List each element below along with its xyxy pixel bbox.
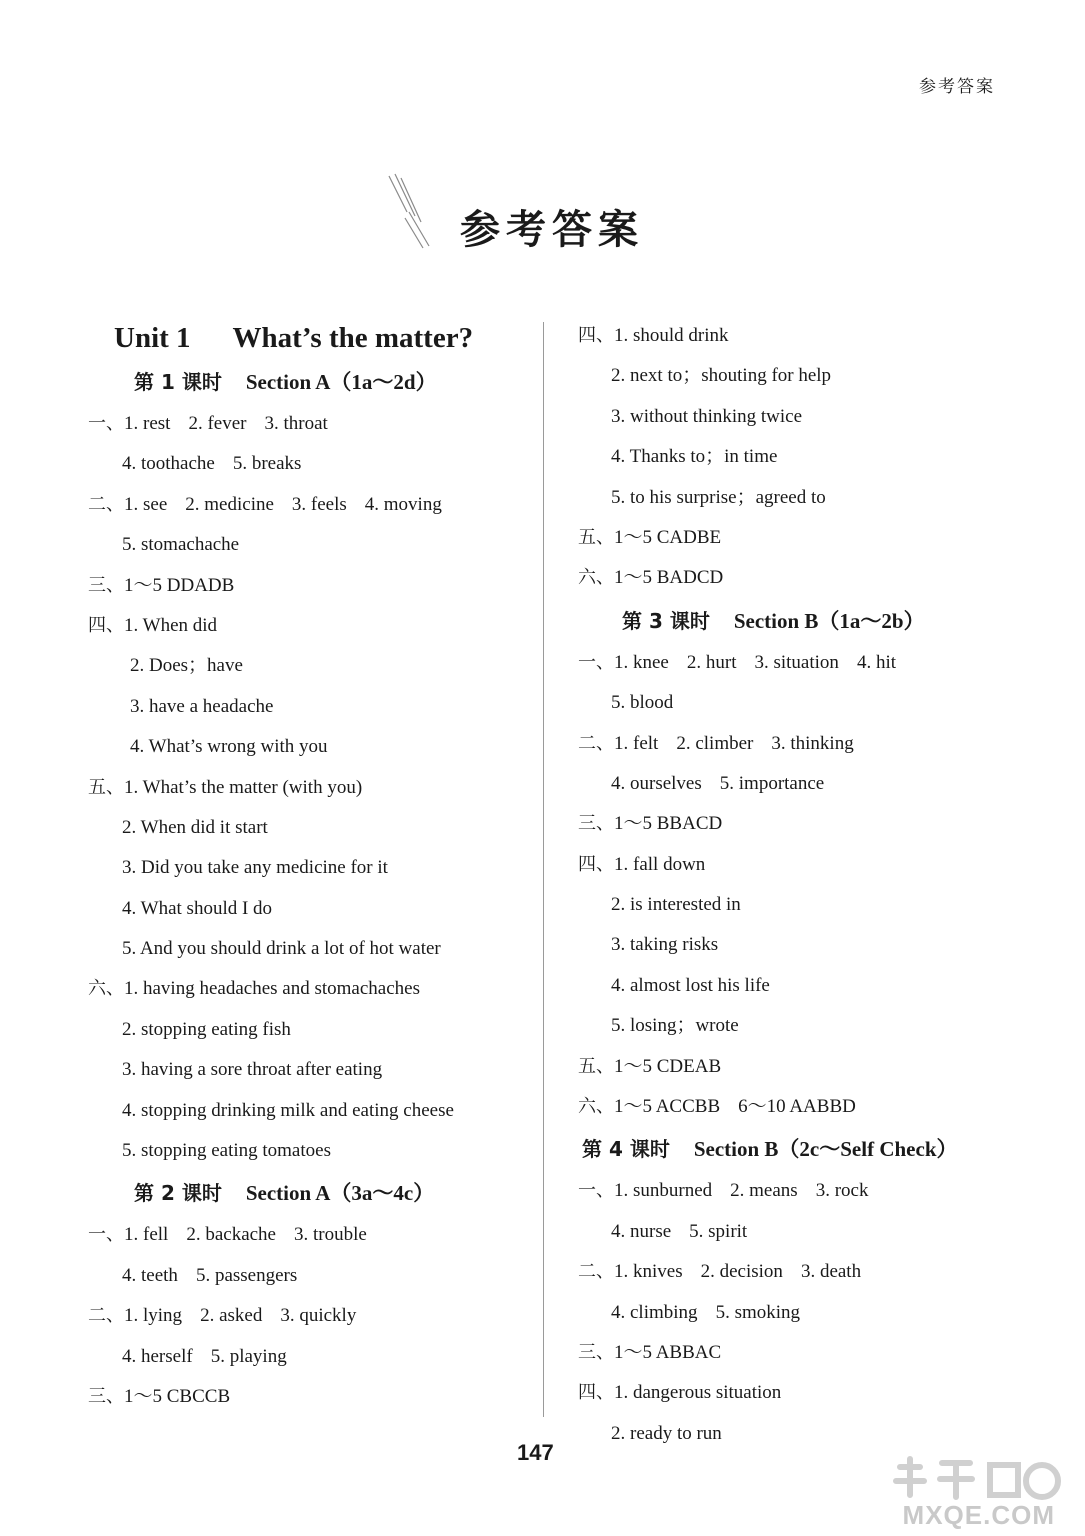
answer-line [88, 646, 538, 686]
answer-item: 4. What’s wrong with you [130, 736, 328, 758]
header-label: 参考答案 [919, 77, 995, 97]
answer-item: 3. throat [264, 413, 328, 434]
answer-item: 3. thinking [771, 732, 854, 754]
answer-item: 1. sunburned [614, 1180, 713, 1202]
answer-item: 1. What’s the matter (with you) [124, 776, 363, 798]
lesson-label: 第 3 课时 [622, 608, 710, 633]
question-number: 三、 [578, 813, 614, 835]
question-number: 六、 [578, 567, 614, 589]
answer-item: 2. When did it start [122, 816, 268, 838]
answer-item: 4. Thanks to；in time [611, 446, 778, 468]
answer-line [578, 437, 1018, 477]
lesson-label: 第 1 课时 [134, 370, 222, 394]
answer-line [578, 478, 1018, 518]
answer-item: 1～5 ACCBB [614, 1096, 721, 1118]
question-number: 二、 [578, 1261, 614, 1283]
lesson-label: 第 4 课时 [582, 1137, 670, 1162]
answer-item: 4. climbing [611, 1301, 698, 1323]
answer-line [88, 1296, 538, 1336]
answer-line [88, 808, 538, 848]
answer-item: 2. asked [200, 1305, 263, 1327]
answer-line [88, 1131, 538, 1171]
answer-line [578, 925, 1018, 965]
answer-item: 1. felt [614, 732, 659, 754]
answer-line [88, 1377, 538, 1417]
section-label: Section B（1a～2b） [733, 608, 925, 633]
answer-item: 5. smoking [715, 1301, 801, 1323]
answer-line [88, 485, 538, 525]
answer-item: 5. passengers [195, 1264, 298, 1286]
answer-line [578, 724, 1018, 764]
answer-item: 3. situation [754, 651, 839, 673]
answer-item: 5. stomachache [122, 534, 240, 556]
answer-item: 1～5 BADCD [614, 567, 724, 589]
watermark-text: MXQE.COM [902, 1500, 1055, 1530]
left-answer-list [88, 360, 538, 1417]
answer-item: 1. When did [124, 614, 218, 636]
answer-line [578, 1293, 1018, 1333]
left-column [88, 316, 538, 1417]
answer-item: 1～5 BBACD [614, 813, 723, 835]
question-number: 二、 [578, 732, 614, 754]
answer-item: 1. dangerous situation [614, 1382, 782, 1404]
section-heading [582, 1127, 1018, 1171]
answer-line [578, 1414, 1018, 1454]
section-heading [134, 360, 538, 404]
answer-item: 2. hurt [686, 651, 737, 673]
answer-item: 5. stopping eating tomatoes [122, 1140, 331, 1162]
answer-line [88, 404, 538, 444]
section-label: Section B（2c～Self Check） [693, 1137, 958, 1162]
question-number: 六、 [88, 978, 124, 1000]
section-heading [622, 599, 1018, 643]
answer-line [88, 768, 538, 808]
answer-item: 2. fever [188, 413, 247, 434]
question-number: 四、 [578, 325, 614, 346]
answer-line [88, 687, 538, 727]
answer-item: 3. death [800, 1261, 862, 1283]
answer-line [578, 1087, 1018, 1127]
answer-item: 6～10 AABBD [738, 1096, 856, 1118]
answer-item: 1～5 CBCCB [124, 1385, 231, 1407]
unit-number: Unit 1 [114, 322, 191, 354]
right-column [578, 316, 1018, 1454]
answer-item: 4. almost lost his life [611, 974, 770, 996]
answer-line [88, 566, 538, 606]
answer-line [578, 397, 1018, 437]
question-number: 一、 [88, 413, 124, 434]
answer-line [88, 848, 538, 888]
answer-item: 2. is interested in [611, 894, 741, 916]
answer-item: 1. knives [614, 1261, 683, 1283]
answer-item: 2. stopping eating fish [122, 1018, 291, 1040]
answer-item: 2. backache [186, 1224, 276, 1246]
answer-line [578, 966, 1018, 1006]
question-number: 五、 [88, 776, 124, 798]
question-number: 六、 [578, 1096, 614, 1118]
answer-item: 2. medicine [185, 493, 274, 515]
answer-line [88, 969, 538, 1009]
answer-item: 1～5 ABBAC [614, 1341, 722, 1363]
question-number: 一、 [578, 651, 614, 673]
answer-item: 3. quickly [280, 1305, 357, 1327]
answer-line [578, 804, 1018, 844]
answer-item: 1. see [124, 493, 168, 515]
lesson-label: 第 2 课时 [134, 1181, 222, 1206]
section-label: Section A（1a～2d） [245, 370, 437, 394]
answer-line [578, 1373, 1018, 1413]
answer-line [88, 1010, 538, 1050]
question-number: 四、 [578, 853, 614, 875]
answer-line [88, 444, 538, 484]
answer-item: 3. Did you take any medicine for it [122, 857, 388, 879]
decorative-strokes-icon [385, 172, 435, 250]
column-divider [543, 322, 544, 1417]
answer-line [578, 1171, 1018, 1211]
question-number: 二、 [88, 493, 124, 515]
answer-line [578, 316, 1018, 356]
answer-item: 1. having headaches and stomachaches [124, 978, 420, 1000]
question-number: 四、 [578, 1382, 614, 1404]
answer-line [578, 643, 1018, 683]
answer-item: 5. breaks [232, 453, 302, 475]
answer-item: 5. spirit [689, 1220, 748, 1242]
answer-item: 1～5 CADBE [614, 526, 722, 548]
answer-line [88, 889, 538, 929]
unit-heading [114, 316, 538, 360]
answer-line [88, 1337, 538, 1377]
answer-item: 4. ourselves [611, 772, 702, 794]
answer-item: 4. hit [856, 651, 896, 673]
answer-line [578, 356, 1018, 396]
question-number: 四、 [88, 614, 124, 636]
answer-line [88, 1256, 538, 1296]
answer-line [88, 1215, 538, 1255]
answer-item: 4. stopping drinking milk and eating cheese [122, 1099, 454, 1121]
answer-line [578, 683, 1018, 723]
answer-item: 3. have a headache [130, 695, 274, 717]
answer-item: 4. toothache [122, 453, 215, 475]
answer-item: 1. should drink [614, 325, 729, 346]
answer-item: 5. And you should drink a lot of hot water [122, 938, 441, 960]
question-number: 五、 [578, 526, 614, 548]
answer-item: 1. fell [124, 1224, 169, 1246]
answer-item: 5. losing；wrote [611, 1015, 739, 1037]
answer-item: 2. means [730, 1180, 798, 1202]
answer-item: 3. rock [815, 1180, 869, 1202]
answer-item: 3. having a sore throat after eating [122, 1059, 383, 1081]
question-number: 二、 [88, 1305, 124, 1327]
answer-line [578, 845, 1018, 885]
answer-line [578, 1212, 1018, 1252]
question-number: 一、 [88, 1224, 124, 1246]
answer-item: 1～5 CDEAB [614, 1055, 722, 1077]
question-number: 五、 [578, 1055, 614, 1077]
answer-item: 3. without thinking twice [611, 405, 803, 427]
answer-line [88, 929, 538, 969]
answer-line [88, 727, 538, 767]
question-number: 三、 [88, 1385, 124, 1407]
page-title: 参考答案 [460, 207, 644, 253]
answer-item: 1. knee [614, 651, 669, 673]
answer-item: 4. What should I do [122, 897, 273, 919]
answer-item: 5. to his surprise；agreed to [611, 486, 826, 508]
answer-item: 1～5 DDADB [124, 574, 235, 596]
answer-line [578, 1252, 1018, 1292]
answer-item: 1. rest [124, 413, 171, 434]
section-heading [134, 1171, 538, 1215]
right-answer-list [578, 316, 1018, 1454]
answer-item: 5. importance [719, 772, 825, 794]
answer-item: 4. nurse [611, 1220, 672, 1242]
answer-line [578, 1047, 1018, 1087]
answer-line [578, 558, 1018, 598]
answer-line [88, 1091, 538, 1131]
answer-item: 4. herself [122, 1345, 193, 1367]
answer-item: 2. ready to run [611, 1422, 722, 1444]
section-label: Section A（3a～4c） [245, 1181, 435, 1206]
question-number: 三、 [578, 1341, 614, 1363]
answer-line [578, 764, 1018, 804]
answer-line [88, 525, 538, 565]
answer-item: 2. decision [700, 1261, 783, 1283]
answer-item: 3. feels [291, 493, 347, 515]
answer-line [578, 518, 1018, 558]
unit-title: What’s the matter? [232, 322, 474, 354]
question-number: 三、 [88, 574, 124, 596]
answer-line [88, 1050, 538, 1090]
answer-item: 2. Does；have [130, 655, 243, 677]
answer-item: 2. next to；shouting for help [611, 365, 832, 387]
answer-line [578, 1006, 1018, 1046]
answer-item: 5. blood [611, 692, 674, 714]
answer-line [578, 885, 1018, 925]
answer-item: 5. playing [210, 1345, 287, 1367]
answer-item: 4. moving [364, 493, 442, 515]
answer-item: 3. trouble [294, 1224, 367, 1246]
answer-item: 1. fall down [614, 853, 706, 875]
answer-line [578, 1333, 1018, 1373]
answer-item: 2. climber [676, 732, 754, 754]
answer-item: 3. taking risks [611, 934, 719, 956]
answer-item: 4. teeth [122, 1264, 178, 1286]
page-number: 147 [517, 1440, 554, 1465]
answer-line [88, 606, 538, 646]
answer-item: 1. lying [124, 1305, 183, 1327]
question-number: 一、 [578, 1180, 614, 1202]
